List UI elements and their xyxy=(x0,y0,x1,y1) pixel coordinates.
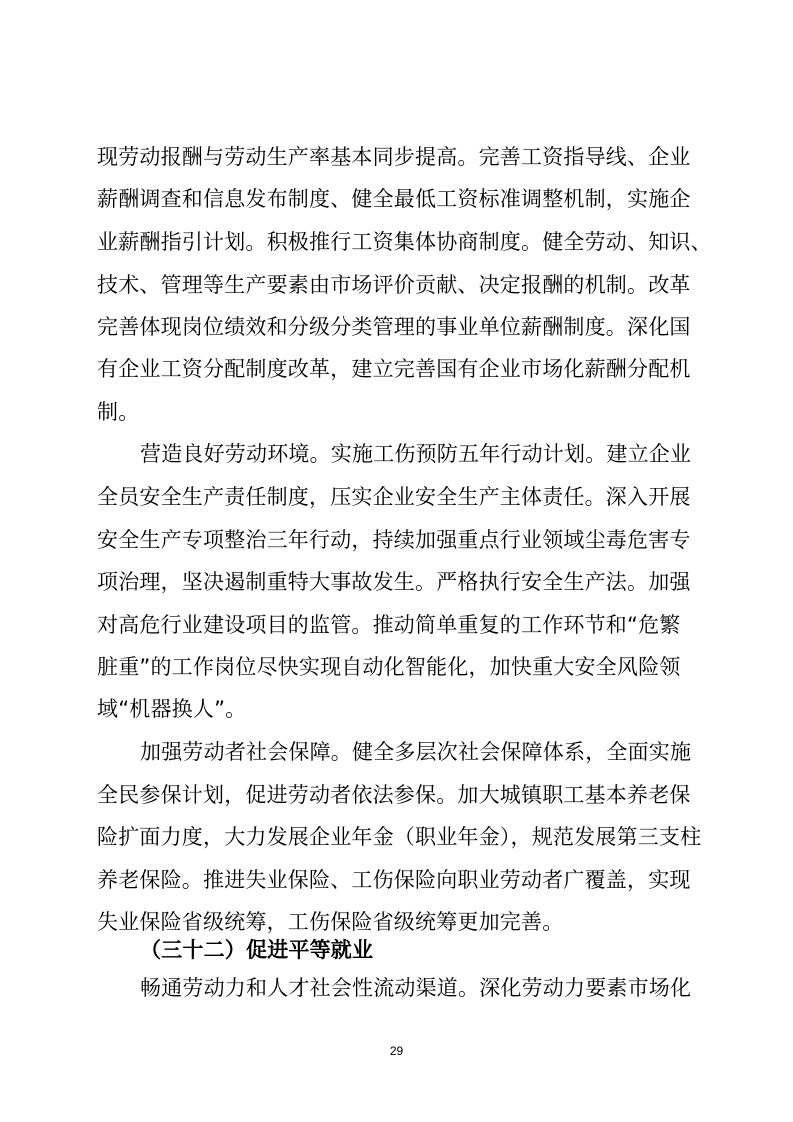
paragraph-3-line-1: 加强劳动者社会保障。健全多层次社会保障体系，全面实施 xyxy=(140,740,692,764)
paragraph-1-line-5: 完善体现岗位绩效和分级分类管理的事业单位薪酬制度。深化国 xyxy=(97,315,691,339)
paragraph-2-line-7: 域“机器换人”。 xyxy=(97,697,247,721)
page-number: 29 xyxy=(389,1044,404,1058)
paragraph-2-line-5: 对高危行业建设项目的监管。推动简单重复的工作环节和“危繁 xyxy=(97,613,681,637)
paragraph-3-line-4: 养老保险。推进失业保险、工伤保险向职业劳动者广覆盖，实现 xyxy=(97,868,691,892)
paragraph-3-line-3: 险扩面力度，大力发展企业年金（职业年金），规范发展第三支柱 xyxy=(97,825,702,849)
paragraph-2-line-2: 全员安全生产责任制度，压实企业安全生产主体责任。深入开展 xyxy=(97,485,691,509)
paragraph-1-line-6: 有企业工资分配制度改革，建立完善国有企业市场化薪酬分配机 xyxy=(97,357,691,381)
paragraph-1-line-2: 薪酬调查和信息发布制度、健全最低工资标准调整机制，实施企 xyxy=(97,187,691,211)
paragraph-1-line-3: 业薪酬指引计划。积极推行工资集体协商制度。健全劳动、知识、 xyxy=(97,230,712,254)
paragraph-1-line-7: 制。 xyxy=(97,400,140,424)
paragraph-2-line-3: 安全生产专项整治三年行动，持续加强重点行业领域尘毒危害专 xyxy=(97,528,691,552)
paragraph-3-line-2: 全民参保计划，促进劳动者依法参保。加大城镇职工基本养老保 xyxy=(97,783,691,807)
paragraph-3-line-5: 失业保险省级统筹，工伤保险省级统筹更加完善。 xyxy=(97,910,564,934)
paragraph-2-line-6: 脏重”的工作岗位尽快实现自动化智能化，加快重大安全风险领 xyxy=(97,655,681,679)
paragraph-1-line-1: 现劳动报酬与劳动生产率基本同步提高。完善工资指导线、企业 xyxy=(97,145,691,169)
paragraph-2-line-1: 营造良好劳动环境。实施工伤预防五年行动计划。建立企业 xyxy=(140,442,692,466)
final-paragraph-line-1: 畅通劳动力和人才社会性流动渠道。深化劳动力要素市场化 xyxy=(140,976,692,1000)
section-heading: （三十二）促进平等就业 xyxy=(140,938,374,962)
paragraph-1-line-4: 技术、管理等生产要素由市场评价贡献、决定报酬的机制。改革 xyxy=(97,273,691,297)
paragraph-2-line-4: 项治理，坚决遏制重特大事故发生。严格执行安全生产法。加强 xyxy=(97,570,691,594)
